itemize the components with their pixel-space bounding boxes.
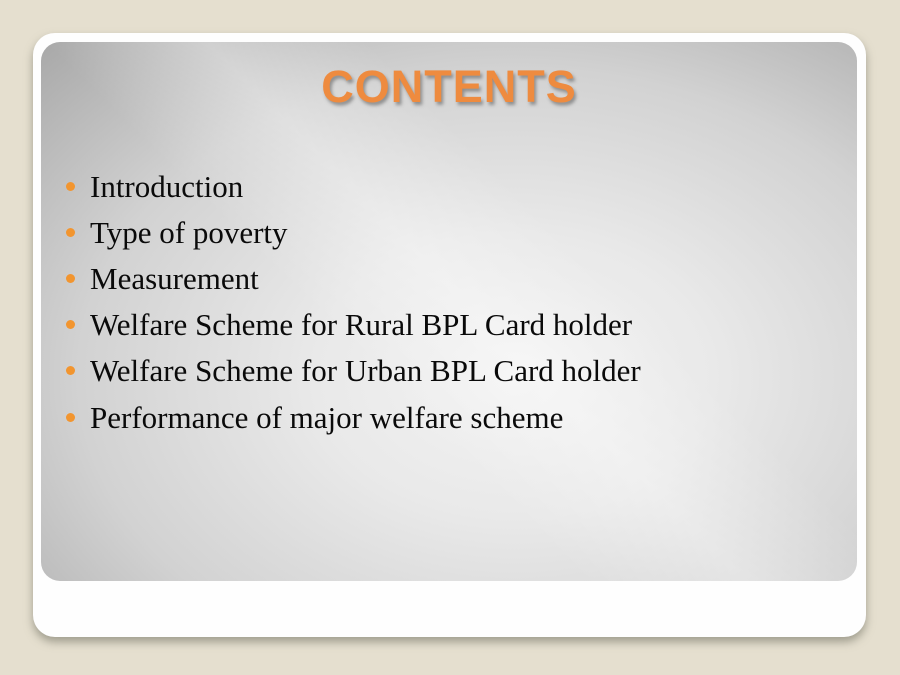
slide-card xyxy=(33,33,866,637)
bullet-icon xyxy=(66,274,75,283)
list-item xyxy=(66,163,641,209)
bullet-icon xyxy=(66,228,75,237)
bullet-icon xyxy=(66,413,75,422)
list-item xyxy=(66,302,641,348)
list-item-label: Welfare Scheme for Urban BPL Card holder xyxy=(90,353,641,389)
list-item xyxy=(66,255,641,301)
bullet-icon xyxy=(66,182,75,191)
slide-title: CONTENTS xyxy=(321,61,577,112)
list-item-label: Welfare Scheme for Rural BPL Card holder xyxy=(90,307,633,343)
list-item-label: Performance of major welfare scheme xyxy=(90,399,564,435)
bullet-icon xyxy=(66,320,75,329)
list-item xyxy=(66,348,641,394)
list-item xyxy=(66,394,641,440)
list-item-label: Introduction xyxy=(90,168,244,204)
list-item xyxy=(66,209,641,255)
bullet-icon xyxy=(66,366,75,375)
contents-list xyxy=(66,163,641,440)
list-item-label: Type of poverty xyxy=(90,214,288,250)
list-item-label: Measurement xyxy=(90,260,259,296)
slide-background-panel xyxy=(41,42,857,581)
